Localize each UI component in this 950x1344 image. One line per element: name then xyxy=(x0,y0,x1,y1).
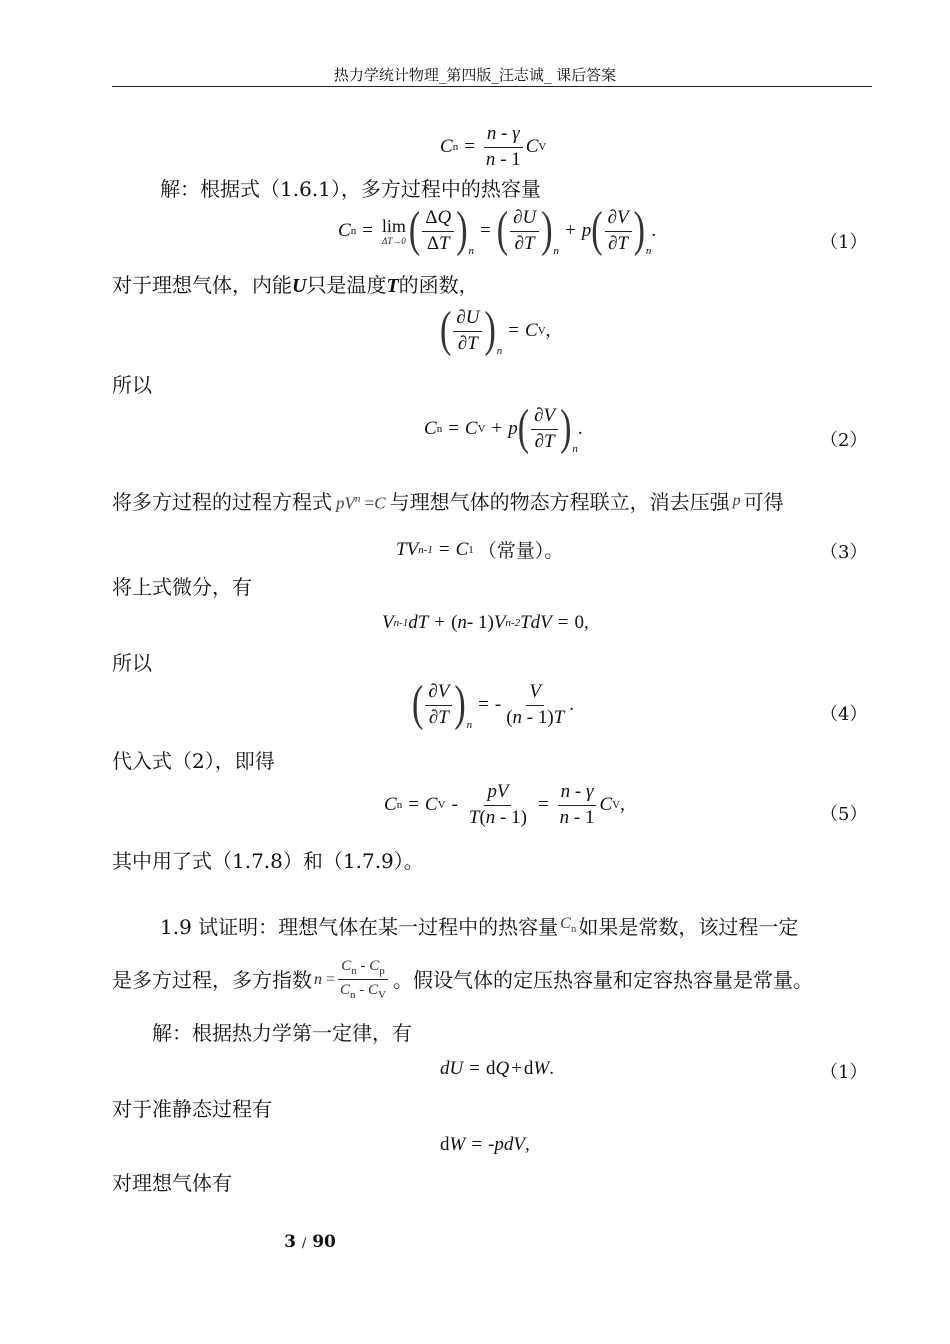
text-span: 如果是常数，该过程一定 xyxy=(578,915,799,939)
solution-line-1: 解：根据式（1.6.1），多方过程中的热容量 xyxy=(160,177,541,201)
differentiate-line: 将上式微分，有 xyxy=(112,575,252,599)
const-word: （常量）。 xyxy=(477,540,564,562)
symbol-p: p xyxy=(732,491,741,509)
current-page: 3 xyxy=(284,1232,296,1252)
page-number xyxy=(0,1232,620,1252)
equation-number-1: （1） xyxy=(820,232,868,253)
so-line-2: 所以 xyxy=(112,651,152,675)
problem-1-9-line-2 xyxy=(112,958,813,1001)
text-span: 与理想气体的物态方程联立，消去压强 xyxy=(389,489,730,514)
ideal-gas-line xyxy=(112,272,479,299)
text-span: 可得 xyxy=(743,489,784,514)
equation-number-4: （4） xyxy=(820,704,868,725)
equation-number-2: （2） xyxy=(820,430,868,451)
equation-number-3: （3） xyxy=(820,542,868,563)
used-formulas-line: 其中用了式（1.7.8）和（1.7.9）。 xyxy=(112,849,424,873)
equation-du-dt: ( $\frac{\partial U}{\partial T}$ ) n = C V , xyxy=(440,303,551,358)
text-span: 的函数， xyxy=(398,273,479,297)
equation-differential: V n-1 dT + ( n - 1) V n-2 TdV = 0, xyxy=(382,612,589,633)
symbol-Cn: $C_n$ xyxy=(560,915,577,936)
equation-2: C n = C V + p ( $\frac{\partial V}{\partial T}$ ) n . xyxy=(424,401,583,456)
equation-number-5: （5） xyxy=(820,804,868,825)
so-line-1: 所以 xyxy=(112,373,152,397)
text-span: 对于理想气体，内能 xyxy=(112,273,292,297)
symbol-T: T xyxy=(386,275,399,297)
text-span: 是多方过程，多方指数 xyxy=(112,967,312,992)
polytropic-equation: $pV^n =C$ xyxy=(336,493,386,513)
equation-1: C n = lim ΔT→0 ( $\frac{\Delta Q}{\Delta T}$ ) n = ( $\frac{\partial U}{\partial T}$ ) n + p ( $\frac{\partial V}{\partial T}$ ) n . xyxy=(338,203,657,258)
equation-number-f1: （1） xyxy=(820,1062,868,1083)
page-header: 热力学统计物理_第四版_汪志诚_ 课后答案 xyxy=(333,66,617,84)
text-span: 将多方过程的过程方程式 xyxy=(112,489,332,514)
total-pages: 90 xyxy=(312,1232,336,1252)
substitute-line: 代入式（2），即得 xyxy=(112,749,275,773)
text-span: 只是温度 xyxy=(306,273,387,297)
quasi-static-line: 对于准静态过程有 xyxy=(112,1097,272,1121)
symbol-U: U xyxy=(292,275,307,297)
ideal-gas-last-line: 对理想气体有 xyxy=(112,1171,232,1195)
equation-first-law: dU = d Q + d W . xyxy=(440,1058,554,1079)
text-span: 1.9 试证明：理想气体在某一过程中的热容量 xyxy=(160,915,559,939)
text-span: 。假设气体的定压热容量和定容热容量是常量。 xyxy=(393,967,814,992)
page-separator: / xyxy=(301,1236,307,1251)
header-rule xyxy=(112,86,872,87)
equation-work: d W = - pdV , xyxy=(440,1134,530,1155)
equation-cn-result-top: C n = $\frac{n - \gamma}{n - 1}$ C V xyxy=(440,123,547,170)
equation-5: C n = C V - $\frac{pV}{T(n - 1)}$ = $\frac{n - \gamma}{n - 1}$ C V , xyxy=(384,781,625,828)
combine-line xyxy=(112,486,784,518)
equation-4: ( $\frac{\partial V}{\partial T}$ ) n = - $\frac{V}{(n - 1)T}$ . xyxy=(412,677,575,732)
equation-3: TV n-1 = C 1 （常量）。 xyxy=(396,536,563,563)
problem-1-9-line-1 xyxy=(160,914,798,948)
polytropic-index-formula: n = $\frac{C_n - C_p}{C_n - C_V}$ xyxy=(314,958,387,1002)
solution-line-2: 解：根据热力学第一定律，有 xyxy=(152,1021,412,1045)
